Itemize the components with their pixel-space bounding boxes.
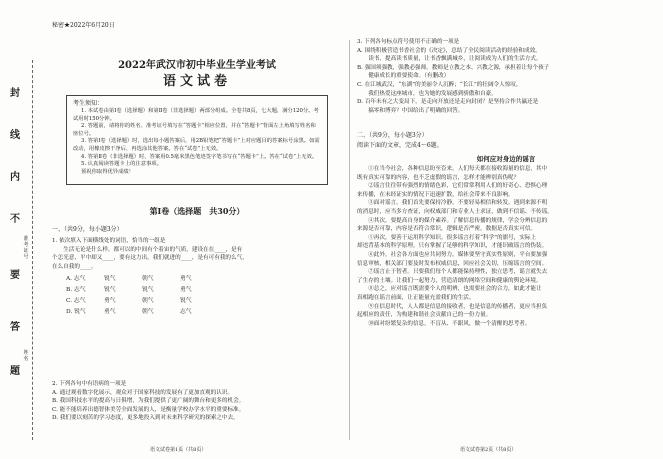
- notice-item: 1. 本试卷由第Ⅰ卷（选择题）和第Ⅱ卷（非选择题）两部分组成。全卷共8页，七大题，满分120分。考试用时150分钟。: [73, 108, 319, 122]
- option-cell: 勇气: [180, 276, 192, 282]
- exam-title: 2022年武汉市初中毕业生学业考试: [118, 60, 276, 71]
- binding-label: 内: [10, 172, 20, 183]
- passage-line: ②谣言往往带有强烈的情绪色彩，它们常常利用人们的好奇心、恐惧心理: [357, 183, 548, 190]
- question-line: D. 我们要以刻苦的学习态度，更多地投入到对未来科学研究的探索之中去。: [52, 415, 239, 422]
- option-cell: B. 志气: [66, 287, 86, 293]
- option-cell: 勇气: [180, 287, 192, 293]
- option-row: [66, 296, 218, 307]
- option-cell: A. 志气: [66, 276, 86, 282]
- passage-line: 却违背基本的科学原理。只有掌握了足够的科学知识，才能识破谣言的伪装。: [357, 243, 548, 250]
- question-2: [52, 380, 342, 423]
- question-line: A. 通过观看数字化展示，观众对于国家科技的发展有了更加直观的认识。: [52, 389, 234, 396]
- passage-line: ⑧总之，应对谣言既需要个人的明辨，也需要社会的合力，如此才能让: [357, 286, 542, 293]
- binding-label: 题: [10, 366, 20, 377]
- option-cell: 勇气: [104, 309, 116, 315]
- notice-box: [66, 95, 328, 185]
- binding-margin: [0, 0, 46, 459]
- passage-line: ④其次，要提高自身的媒介素养。了解信息传播的规律，学会分辨信息的: [357, 217, 548, 224]
- question-1-options: [66, 274, 218, 318]
- passage-line: ⑨在信息时代，人人都是信息的接收者，也是信息的传播者，更应当担负: [357, 303, 548, 310]
- option-cell: 朝气: [142, 276, 154, 282]
- notice-heading: 考生须知：: [73, 100, 104, 107]
- option-cell: C. 志气: [66, 298, 86, 304]
- binding-dashed-line: [32, 60, 33, 440]
- question-1: [52, 237, 342, 271]
- page-footer-right: 语文试卷第2页（共8页）: [460, 447, 517, 453]
- reading-intro: 阅读下面的文章，完成4～6题。: [357, 142, 443, 149]
- reading-passage: [357, 165, 655, 328]
- question-3: [357, 38, 655, 115]
- question-line: B. 强国须强教，强教必强师。教师是立教之本、兴教之源，承担着让每个孩子: [357, 64, 550, 71]
- notice-item: 5. 认真阅读答题卡上的注意事项。: [81, 161, 162, 168]
- part-one-heading: 第Ⅰ卷（选择题 共30分）: [149, 206, 245, 216]
- page-footer-left: 语文试卷第1页（共8页）: [150, 447, 207, 453]
- notice-item: 3. 答第Ⅰ卷（选择题）时，选出每小题答案后，用2B铅笔把“答题卡”上对应题目的答案标号涂黑。如需改动，用橡皮擦干净后，再选涂其他答案。答在“试卷”上无效。: [73, 138, 320, 152]
- question-line: 读书，提高读书质量，让书香飘满城乡，让阅读成为人们的生活方式。: [357, 56, 542, 63]
- question-line: A. 围绕积极营造书香社会的《决定》，总结了全民阅读活动的经验和成效。: [357, 47, 541, 54]
- passage-line: 真相跑在谣言前面，让正能量充盈我们的生活。: [357, 294, 475, 301]
- exam-id-label: 准考证号: [23, 236, 29, 260]
- passage-line: ⑩面对纷繁复杂的信息，不盲从、不跟风，做一个清醒的思考者。: [357, 320, 531, 327]
- reading-title: 如何应对身边的谣言: [476, 155, 536, 163]
- question-line: C. 能不能培养出德智体美劳全面发展的人，是衡量学校办学水平的重要标准。: [52, 406, 245, 413]
- passage-line: 来源是否可靠，内容是否符合常识，逻辑是否严密，数据是否真实可信。: [357, 226, 537, 233]
- question-stem: 1. 依次填入下面横线处的词语，恰当的一组是: [52, 238, 166, 244]
- question-stem: 2. 下列各句中有语病的一项是: [52, 381, 127, 387]
- notice-item: 2. 答题前，请将你的姓名、准考证号填写在“答题卡”相应位置，并在“答题卡”背面左上角填写姓名和座位号。: [73, 123, 316, 137]
- name-label: 姓名: [23, 350, 29, 362]
- binding-label: 封: [10, 88, 20, 99]
- subject-title: 语文试卷: [162, 74, 231, 89]
- option-cell: 朝气: [142, 309, 154, 315]
- passage-line: ⑦谣言止于智者。只要我们每个人都能保持理性，独立思考，谣言就失去: [357, 269, 548, 276]
- passage-line: 来传播，在未经证实的情况下迅速扩散，给社会带来不良影响。: [357, 191, 514, 198]
- right-column: [357, 38, 655, 450]
- passage-line: 信息审核，相关部门要及时发布权威信息，回应社会关切，压缩谣言的空间。: [357, 260, 548, 267]
- notice-item: 4. 答第Ⅱ卷（非选择题）时，答案用0.5毫米黑色笔迹签字笔书写在“答题卡”上。答在“试卷”上无效。: [81, 153, 318, 160]
- option-row: [66, 307, 218, 318]
- binding-label: 答: [10, 322, 20, 333]
- binding-label: 线: [10, 130, 20, 141]
- passage-line: 既有真实可靠的内容，也不乏虚假的谣言，怎样才能辨别真伪呢？: [357, 174, 520, 181]
- passage-line: ⑤再次，要善于运用科学知识。很多谣言打着“科学”的旗号，实际上: [357, 234, 537, 241]
- question-line: 在么自我的____。: [52, 263, 97, 270]
- secret-mark: 秘密★2022年6月20日: [52, 22, 115, 29]
- left-column: [52, 20, 342, 450]
- option-cell: D. 锐气: [66, 309, 86, 315]
- option-row: [66, 285, 218, 296]
- question-line: 个怎光意，平中却又____，要有这力出，我们就进的____，是有可有我的么气，: [52, 255, 248, 262]
- option-cell: 锐气: [180, 298, 192, 304]
- passage-line: ③面对谣言，我们首先要保持冷静，不要轻易相信和转发。遇到来源不明: [357, 200, 548, 207]
- section-heading: 二、（共9分，每小题3分）: [357, 132, 428, 139]
- section-heading: 一、（共9分，每小题3分）: [52, 226, 123, 233]
- binding-label: 要: [10, 270, 20, 281]
- question-line: 生活无论是什么样，都可以的中间有个着宙的气质，建设在在____，是有: [52, 246, 243, 253]
- question-line: 搞零和博弈？中国给出了明确的回答。: [357, 107, 464, 114]
- question-line: 健康成长的重要使命。（有删改）: [357, 73, 450, 80]
- question-line: B. 我国科技水平的提高与日俱增，为我们提供了更广阔的舞台和更多的机会。: [52, 398, 245, 405]
- binding-label: 不: [10, 214, 20, 225]
- option-cell: 勇气: [104, 298, 116, 304]
- question-line: 我们热爱这座城市，也为她的发展感到骄傲和自豪。: [357, 90, 497, 97]
- question-stem: 3. 下列各句标点符号使用不正确的一项是: [357, 39, 460, 45]
- question-line: D. 百年未有之大变局下，是走向开放还是走向封闭？是坚持合作共赢还是: [357, 99, 539, 106]
- option-row: [66, 274, 218, 285]
- option-cell: 锐气: [104, 276, 116, 282]
- column-divider: [349, 40, 350, 440]
- passage-line: 了生存的土壤。让我们一起努力，营造清朗的网络空间和健康的舆论环境。: [357, 277, 542, 284]
- option-cell: 朝气: [142, 298, 154, 304]
- passage-line: 起相应的责任，为构建和谐社会贡献自己的一份力量。: [357, 312, 492, 319]
- passage-line: 的消息时，应当多方查证，向权威部门和专业人士求证，做到不信谣、不传谣。: [357, 208, 553, 215]
- notice-item: 预祝你取得优异成绩！: [81, 168, 134, 175]
- passage-line: ⑥此外，社会各方面也应共同努力。媒体要坚守真实性原则，平台要加强: [357, 251, 548, 258]
- passage-line: ①在当今社会，各种信息纷至沓来，人们每天都在接收海量的信息，其中: [357, 166, 548, 172]
- question-line: C. 在江城武汉，“东湖”的美丽令人沉醉；“长江”的壮阔令人惊叹。: [357, 81, 522, 88]
- option-cell: 锐气: [142, 287, 154, 293]
- option-cell: 锐气: [104, 287, 116, 293]
- option-cell: 志气: [180, 309, 192, 315]
